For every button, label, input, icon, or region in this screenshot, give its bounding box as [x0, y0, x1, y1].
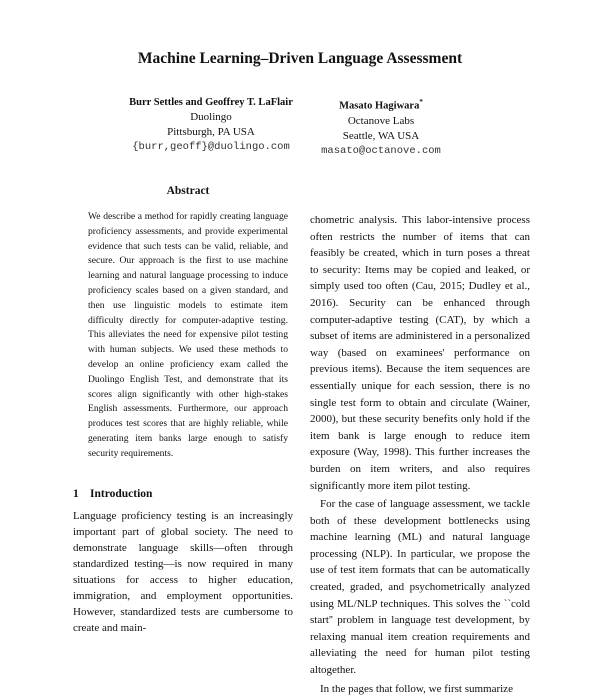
right-column	[310, 212, 530, 697]
author-affiliation: Duolingo	[190, 111, 232, 123]
author-block-2	[318, 95, 444, 159]
paragraph: Language proficiency testing is an increasingly important part of global society. The need to demonstrate language skills—often through standardized testing—is now required in many situations for access to higher education, immigration, and employment opportunities. However, standardized tests are cumbersome to create and main-	[73, 510, 293, 634]
author-names	[318, 95, 444, 114]
paper-title: Machine Learning–Driven Language Assessment	[137, 50, 463, 67]
author-footnote-marker: *	[419, 98, 423, 106]
section-number: 1	[73, 488, 79, 500]
paragraph: In the pages that follow, we first summarize	[320, 682, 513, 695]
introduction-text	[73, 508, 293, 636]
paragraph: chometric analysis. This labor-intensive process often restricts the number of items that can feasibly be created, which in turn poses a threat to security: Items may be copied and leaked, or simply used too often (Cau, 2015; Dudley et al., 2016). Security can be enhanced through computer-adaptive testing (CAT), by which a subset of items are administered in a personalized way (based on examinees' performance on previous items). Because the item sequences are essentially unique for each session, there is no single test form to obtain and circulate (Wainer, 2000), but these security benefits only hold if the item bank is large enough to reduce item exposure (Way, 1998). This further increases the burden on item writers, and also requires significantly more item pilot testing.	[310, 214, 530, 492]
author-block-1	[105, 95, 317, 155]
author-email: {burr,geoff}@duolingo.com	[132, 141, 290, 153]
author-location: Seattle, WA USA	[342, 129, 420, 142]
author-location: Pittsburgh, PA USA	[167, 126, 255, 138]
abstract-text: We describe a method for rapidly creating language proficiency assessments, and provide experimental evidence that such tests can be valid, reliable, and secure. Our approach is the first to use machine learning and natural language processing to induce proficiency scales based on a given standard, and then use linguistic models to estimate item difficulty directly for computer-adaptive testing. This alleviates the need for expensive pilot testing with human subjects. We used these methods to develop an online proficiency exam called the Duolingo English Test, and demonstrate that its scores align significantly with other high-stakes English assessments. Furthermore, our approach produces test scores that are highly reliable, while generating item banks large enough to satisfy security requirements.	[88, 211, 288, 459]
author-name-text: Masato Hagiwara	[339, 100, 420, 112]
paragraph: For the case of language assessment, we tackle both of these development bottlenecks using machine learning (ML) and natural language processing (NLP). In particular, we propose the use of test item formats that can be automatically created, graded, and psychometrically analyzed using ML/NLP techniques. This solves the ``cold start'' problem in language test development, by relaxing manual item creation requirements and alleviating the need for human pilot testing altogether.	[310, 498, 530, 677]
author-email: masato@octanove.com	[321, 144, 441, 157]
section-heading	[73, 488, 152, 500]
author-names: Burr Settles and Geoffrey T. LaFlair	[129, 97, 293, 108]
section-title: Introduction	[90, 488, 153, 500]
abstract-heading: Abstract	[166, 185, 210, 197]
author-affiliation: Octanove Labs	[347, 114, 415, 127]
